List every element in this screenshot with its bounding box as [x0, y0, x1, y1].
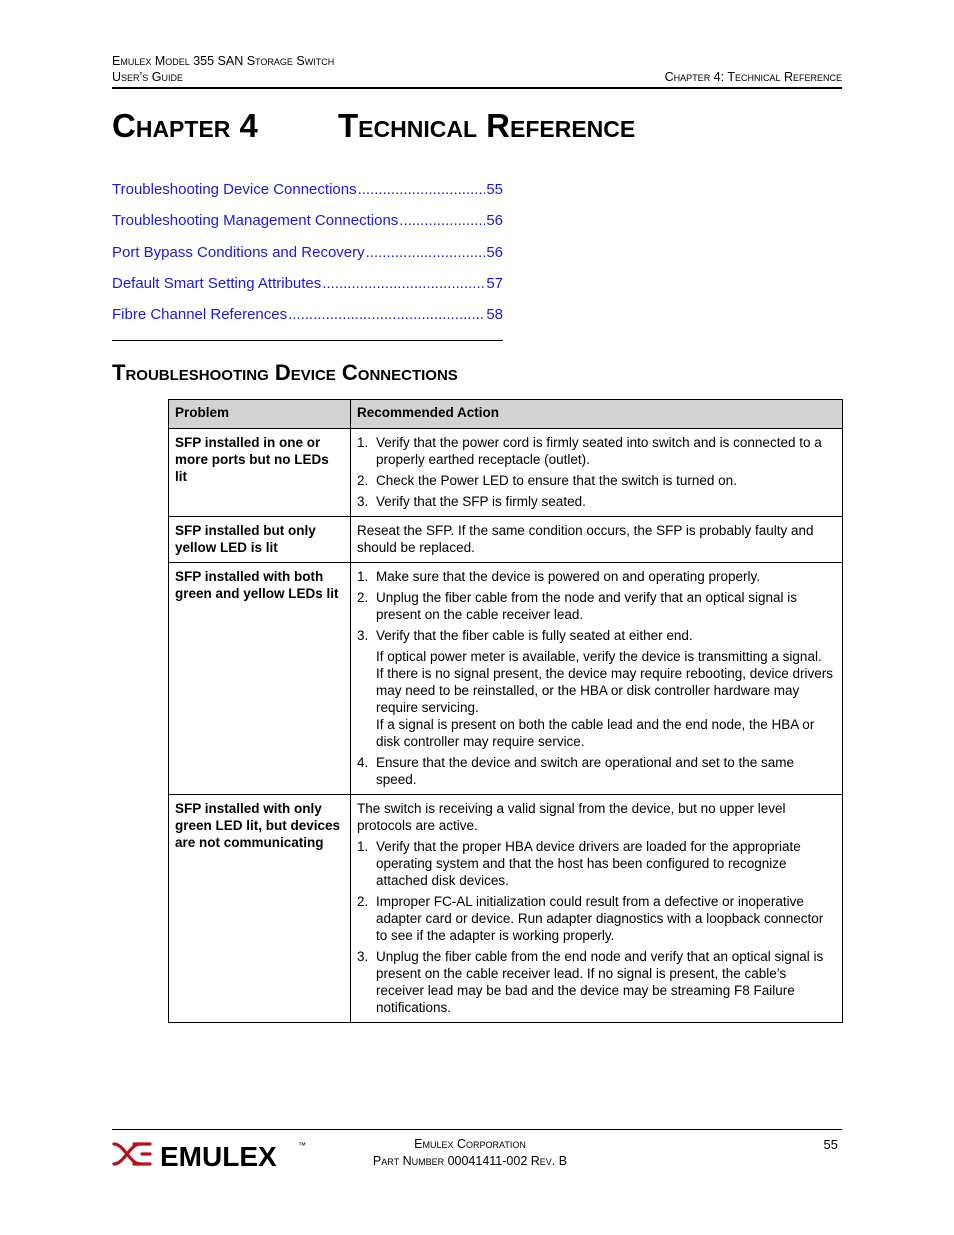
list-item-text: Verify that the SFP is firmly seated.: [376, 494, 586, 509]
list-item-text: Improper FC-AL initialization could result from a defective or inoperative adapter card or device. Run adapter diagnostics with a loopback connector to see if the adapter is working properly.: [376, 894, 824, 943]
column-header-action: Recommended Action: [351, 400, 843, 429]
page-number: 55: [823, 1137, 838, 1152]
toc-entry-page[interactable]: 56: [486, 212, 503, 230]
note-line: If a signal is present on both the cable lead and the end node, the HBA or disk controller may require service.: [376, 717, 815, 749]
logo-trademark: ™: [298, 1141, 306, 1150]
note-line: If there is no signal present, the device may require rebooting, device drivers may need to be reinstalled, or the HBA or disk controller hardware may require servicing.: [376, 666, 833, 715]
list-item-note: [376, 648, 836, 750]
chapter-toc: [112, 181, 503, 341]
table-row: [169, 563, 843, 795]
table-row: [169, 517, 843, 563]
toc-entry[interactable]: [112, 212, 503, 243]
header-guide: User’s Guide: [112, 70, 184, 84]
problem-cell: SFP installed but only yellow LED is lit: [169, 517, 351, 563]
toc-leader: [366, 244, 486, 261]
emulex-logo: [112, 1136, 312, 1172]
action-cell: [351, 795, 843, 1023]
chapter-title: Technical Reference: [338, 107, 636, 144]
list-item: 2. Improper FC-AL initialization could result from a defective or inoperative adapter card or device. Run adapter diagnostics with a loopback connector to see if the adapter is working properly.: [357, 893, 836, 944]
emulex-mark-icon: [114, 1144, 150, 1164]
toc-entry-title[interactable]: Port Bypass Conditions and Recovery: [112, 243, 365, 261]
toc-entry-page[interactable]: 56: [486, 243, 503, 261]
column-header-problem: Problem: [169, 400, 351, 429]
section-heading: Troubleshooting Device Connections: [112, 360, 458, 385]
footer-center: [340, 1136, 600, 1170]
footer-company: Emulex Corporation: [414, 1137, 526, 1151]
toc-leader: [322, 275, 485, 292]
toc-entry-title[interactable]: Default Smart Setting Attributes: [112, 274, 322, 292]
action-intro: The switch is receiving a valid signal from the device, but no upper level protocols are active.: [357, 801, 786, 833]
list-item: 2. Check the Power LED to ensure that the switch is turned on.: [357, 472, 836, 489]
list-item: 3. Unplug the fiber cable from the end node and verify that an optical signal is present on the cable receiver lead. If no signal is present, the cable’s receiver lead may be bad and the device may be streaming F8 Failure notifications.: [357, 948, 836, 1016]
toc-entry-page[interactable]: 55: [486, 181, 503, 198]
toc-entry-title[interactable]: Troubleshooting Device Connections: [112, 181, 357, 198]
footer-part-number: Part Number 00041411-002 Rev. B: [372, 1154, 568, 1168]
list-item-text: Make sure that the device is powered on and operating properly.: [376, 569, 760, 584]
running-header-left: [112, 53, 334, 85]
list-item: 1. Verify that the proper HBA device drivers are loaded for the appropriate operating system and that the host has been configured to recognize attached disk devices.: [357, 838, 836, 889]
list-item-text: Ensure that the device and switch are operational and set to the same speed.: [376, 755, 795, 787]
problem-cell: SFP installed with both green and yellow LEDs lit: [169, 563, 351, 795]
header-product: Emulex Model 355 SAN Storage Switch: [112, 54, 335, 68]
toc-entry[interactable]: [112, 181, 503, 212]
action-list: [357, 568, 836, 788]
list-item-text: Unplug the fiber cable from the end node and verify that an optical signal is present on the cable receiver lead. If no signal is present, the cable’s receiver lead may be bad and the device may be streaming F8 Failure notifications.: [376, 949, 824, 1015]
troubleshooting-table: [168, 399, 843, 1023]
list-item-text: Verify that the power cord is firmly seated into switch and is connected to a properly earthed receptacle (outlet).: [376, 435, 822, 467]
toc-leader: [358, 181, 486, 198]
toc-entry[interactable]: [112, 306, 503, 337]
problem-cell: SFP installed with only green LED lit, but devices are not communicating: [169, 795, 351, 1023]
list-item-text: Verify that the proper HBA device drivers are loaded for the appropriate operating system and that the host has been configured to recognize attached disk devices.: [376, 839, 801, 888]
toc-entry-title[interactable]: Troubleshooting Management Connections: [112, 212, 399, 230]
list-item: 3. Verify that the fiber cable is fully seated at either end. If optical power meter is available, verify the device is transmitting a signal. If there is no signal present, the device may require rebooting, device drivers may need to be reinstalled, or the HBA or disk controller hardware may require servicing. If a signal is present on both the cable lead and the end node, the HBA or disk controller may require service.: [357, 627, 836, 750]
table-row: [169, 429, 843, 517]
table-header-row: [169, 400, 843, 429]
action-cell: [351, 429, 843, 517]
toc-leader: [399, 212, 485, 229]
toc-entry-title[interactable]: Fibre Channel References: [112, 306, 288, 324]
toc-entry-page[interactable]: 57: [486, 274, 503, 292]
list-item: 1. Verify that the power cord is firmly seated into switch and is connected to a properly earthed receptacle (outlet).: [357, 434, 836, 468]
list-item-text: Check the Power LED to ensure that the switch is turned on.: [376, 473, 737, 488]
action-list: [357, 434, 836, 510]
list-item: 3. Verify that the SFP is firmly seated.: [357, 493, 836, 510]
list-item: 2. Unplug the fiber cable from the node and verify that an optical signal is present on the cable receiver lead.: [357, 589, 836, 623]
chapter-heading: [112, 104, 635, 148]
list-item-text: Unplug the fiber cable from the node and verify that an optical signal is present on the cable receiver lead.: [376, 590, 797, 622]
toc-entry-page[interactable]: 58: [486, 306, 503, 324]
footer-rule: [112, 1129, 842, 1130]
list-item-text: Verify that the fiber cable is fully seated at either end.: [376, 628, 693, 643]
logo-wordmark: EMULEX: [160, 1141, 277, 1172]
toc-entry[interactable]: [112, 244, 503, 275]
table-row: [169, 795, 843, 1023]
action-cell: Reseat the SFP. If the same condition occurs, the SFP is probably faulty and should be replaced.: [351, 517, 843, 563]
header-rule: [112, 87, 842, 89]
toc-leader: [288, 306, 485, 323]
running-header-right: Chapter 4: Technical Reference: [664, 70, 842, 84]
action-cell: [351, 563, 843, 795]
chapter-label: Chapter 4: [112, 107, 258, 144]
toc-entry[interactable]: [112, 275, 503, 306]
note-line: If optical power meter is available, verify the device is transmitting a signal.: [376, 649, 822, 664]
problem-cell: SFP installed in one or more ports but no LEDs lit: [169, 429, 351, 517]
list-item: 4. Ensure that the device and switch are operational and set to the same speed.: [357, 754, 836, 788]
list-item: 1. Make sure that the device is powered on and operating properly.: [357, 568, 836, 585]
action-list: [357, 838, 836, 1016]
